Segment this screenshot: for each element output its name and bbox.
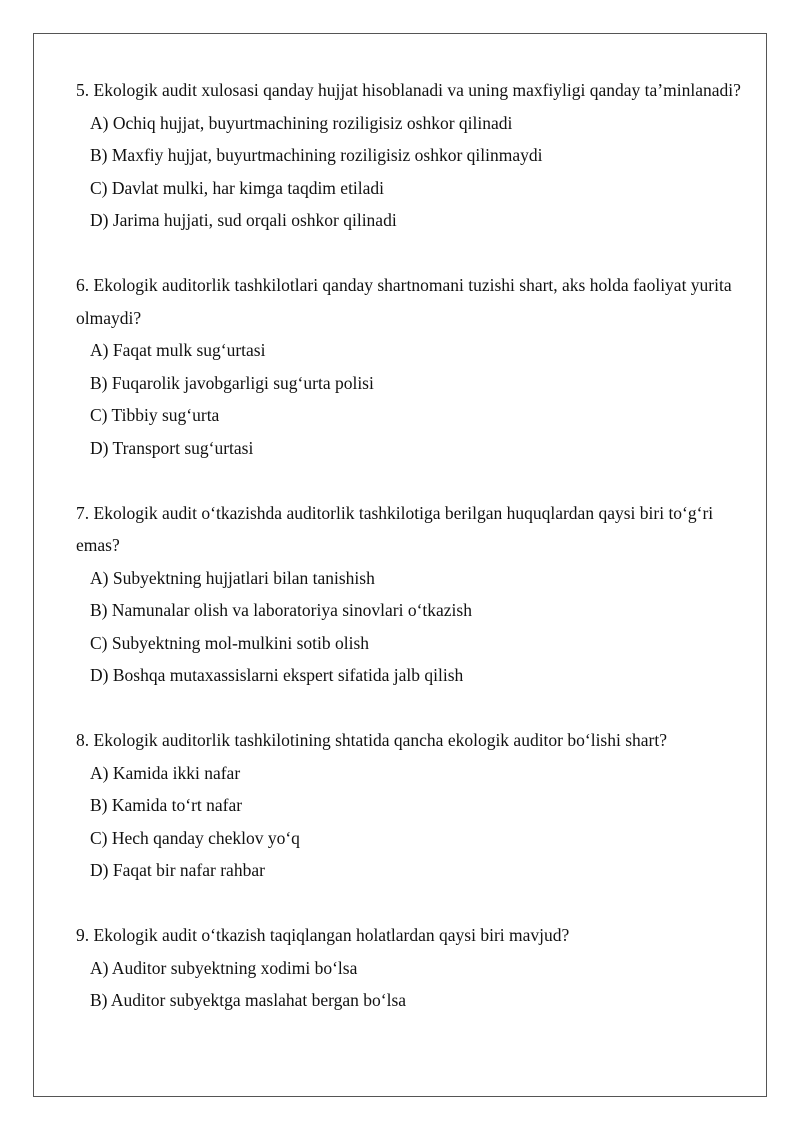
option-d: D) Faqat bir nafar rahbar <box>90 860 265 880</box>
question-8 <box>76 724 756 887</box>
option-a: A) Faqat mulk sug‘urtasi <box>90 340 266 360</box>
question-text: 9. Ekologik audit o‘tkazish taqiqlangan holatlardan qaysi biri mavjud? <box>76 925 570 945</box>
option-b: B) Maxfiy hujjat, buyurtmachining roziligisiz oshkor qilinmaydi <box>90 145 543 165</box>
question-6 <box>76 269 756 464</box>
question-text: 5. Ekologik audit xulosasi qanday hujjat hisoblanadi va uning maxfiyligi qanday ta’minlanadi? <box>76 80 741 100</box>
option-d: D) Transport sug‘urtasi <box>90 437 254 458</box>
option-c: C) Davlat mulki, har kimga taqdim etiladi <box>90 177 385 198</box>
question-text: 7. Ekologik audit o‘tkazishda auditorlik tashkilotiga berilgan huquqlardan qaysi biri to‘g‘ri emas? <box>76 502 714 555</box>
question-9 <box>76 919 756 1017</box>
option-a: A) Subyektning hujjatlari bilan tanishish <box>90 567 375 588</box>
option-b: B) Kamida to‘rt nafar <box>90 795 243 815</box>
option-d: D) Jarima hujjati, sud orqali oshkor qilinadi <box>90 210 397 230</box>
option-c: C) Subyektning mol-mulkini sotib olish <box>90 632 370 653</box>
option-a: A) Auditor subyektning xodimi bo‘lsa <box>90 957 358 978</box>
document-body <box>76 74 756 1049</box>
option-d: D) Boshqa mutaxassislarni ekspert sifatida jalb qilish <box>90 665 464 685</box>
option-b: B) Fuqarolik javobgarligi sug‘urta polisi <box>90 372 374 393</box>
option-c: C) Hech qanday cheklov yo‘q <box>90 827 300 848</box>
question-text: 6. Ekologik auditorlik tashkilotlari qanday shartnomani tuzishi shart, aks holda faoliyat yurita olmaydi? <box>76 275 732 328</box>
option-a: A) Kamida ikki nafar <box>90 762 241 783</box>
question-text: 8. Ekologik auditorlik tashkilotining shtatida qancha ekologik auditor bo‘lishi shart? <box>76 730 668 750</box>
option-a: A) Ochiq hujjat, buyurtmachining roziligisiz oshkor qilinadi <box>90 112 513 133</box>
question-5 <box>76 74 756 237</box>
option-c: C) Tibbiy sug‘urta <box>90 405 220 425</box>
option-b: B) Namunalar olish va laboratoriya sinovlari o‘tkazish <box>90 600 472 620</box>
option-b: B) Auditor subyektga maslahat bergan bo‘lsa <box>90 990 407 1010</box>
question-7 <box>76 497 756 692</box>
